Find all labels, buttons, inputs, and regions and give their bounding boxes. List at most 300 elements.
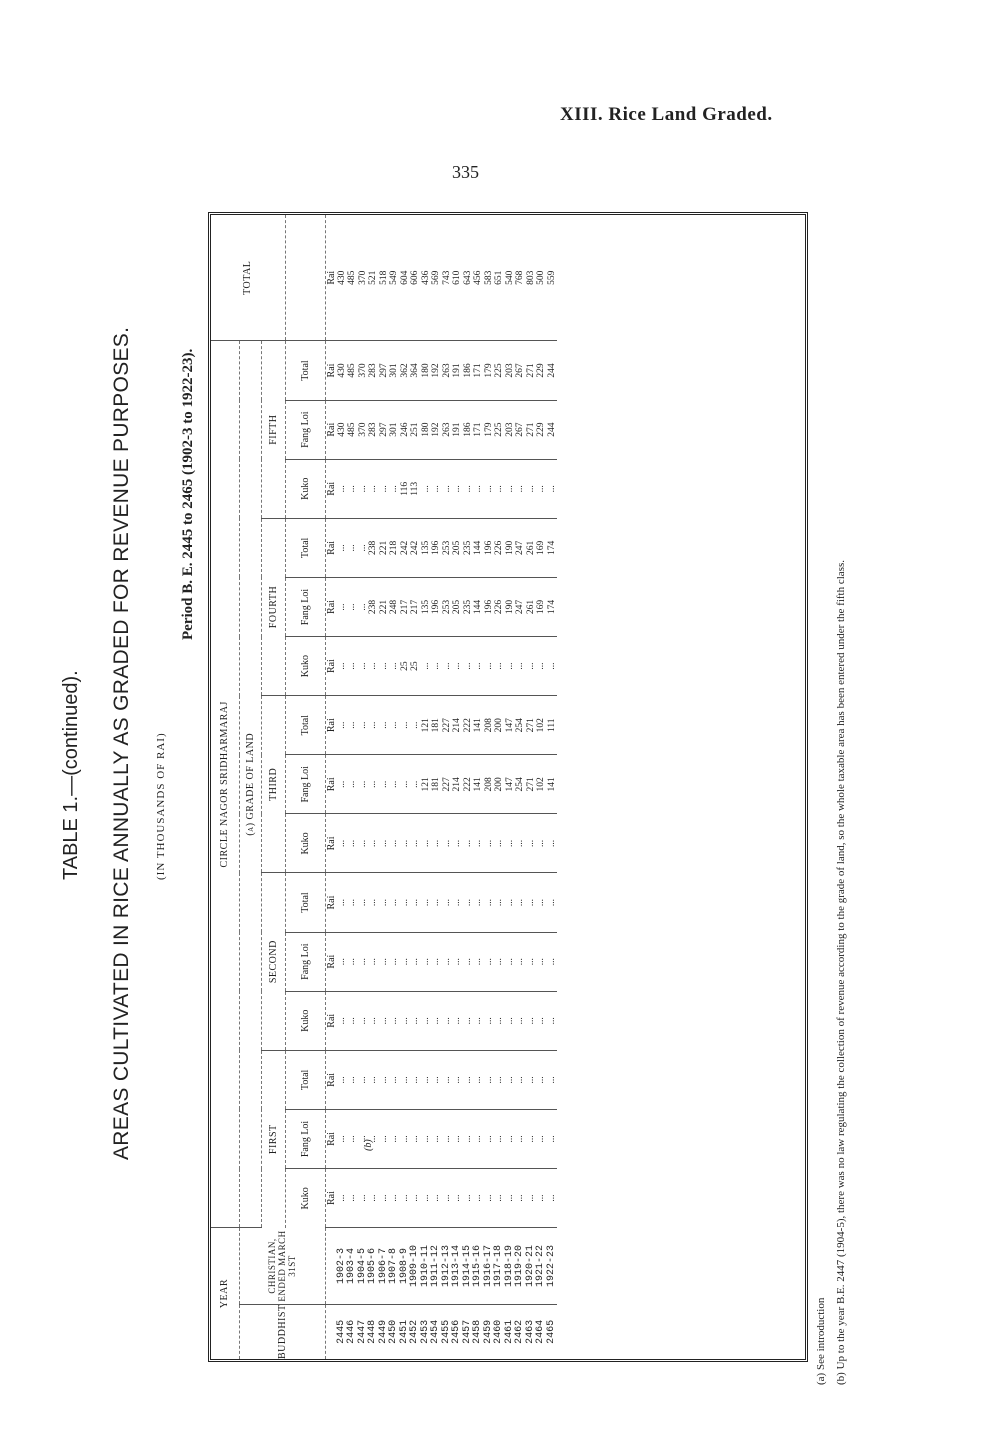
fourth-kuko-header: Kuko — [285, 637, 325, 696]
value-cell: 362 — [399, 363, 410, 378]
value-cell: 116 — [399, 481, 410, 496]
value-cell: 225 — [494, 363, 504, 378]
value-cell: ... — [389, 1017, 399, 1025]
value-cell: ... — [410, 1017, 420, 1025]
value-cell: ... — [504, 1135, 515, 1143]
value-cell: 283 — [368, 363, 378, 378]
value-cell: ... — [410, 1076, 420, 1084]
value-cell: ... — [504, 485, 515, 493]
value-cell: ... — [357, 780, 368, 788]
unit-label: Rai — [325, 696, 337, 755]
value-cell: ... — [483, 898, 494, 907]
value-cell: ... — [399, 1017, 410, 1025]
value-cell: 192 — [431, 422, 441, 437]
value-cell: ... — [410, 958, 420, 966]
value-cell: 456 — [473, 270, 483, 285]
value-cell: ... — [378, 721, 389, 729]
value-cell: ... — [536, 485, 546, 493]
value-cell: 283 — [368, 422, 378, 437]
unit-label: Rai — [325, 814, 337, 873]
value-cell: ... — [347, 603, 357, 611]
year-cell: 1910-11 — [419, 1244, 431, 1287]
second-total-header: Total — [285, 873, 325, 932]
buddhist-year-column — [337, 1304, 558, 1359]
value-cell: 297 — [378, 422, 389, 437]
second-kuko-column — [337, 991, 558, 1050]
value-cell: 214 — [452, 777, 462, 792]
value-cell: 521 — [368, 270, 378, 285]
value-cell: ... — [378, 1194, 389, 1202]
value-cell: 190 — [504, 540, 515, 556]
value-cell: ... — [504, 662, 515, 670]
value-cell: 169 — [536, 540, 546, 556]
value-cell: ... — [420, 1017, 431, 1025]
christian-header: CHRISTIAN, ENDED MARCH 31ST — [239, 1228, 325, 1305]
value-cell: ... — [441, 958, 452, 966]
value-cell: ... — [431, 1194, 441, 1202]
year-cell: 1920-21 — [524, 1244, 536, 1287]
value-cell: ... — [410, 1135, 420, 1143]
value-cell: ... — [378, 839, 389, 847]
value-cell: ... — [525, 1135, 536, 1143]
value-cell: ... — [441, 1076, 452, 1084]
year-cell: 1915-16 — [472, 1244, 483, 1287]
period-title: Period B. E. 2445 to 2465 (1902-3 to 1922-23). — [180, 348, 196, 640]
value-cell: ... — [420, 485, 431, 493]
fourth-total-header: Total — [285, 518, 325, 577]
value-cell: ... — [357, 958, 368, 966]
value-cell: 518 — [378, 270, 389, 285]
year-cell: 2458 — [472, 1319, 483, 1344]
value-cell: 221 — [378, 540, 389, 556]
value-cell: ... — [336, 603, 347, 611]
value-cell: ... — [336, 839, 347, 847]
value-cell: ... — [473, 1017, 483, 1025]
first-fang-header: Fang Loi — [285, 1109, 325, 1168]
total-unit-spacer — [285, 215, 325, 341]
value-cell: ... — [431, 1135, 441, 1143]
value-cell: ... — [347, 898, 357, 907]
value-cell: ... — [336, 898, 347, 907]
value-cell: 559 — [546, 270, 557, 285]
value-cell: ... — [546, 1076, 557, 1084]
value-cell: 200 — [494, 718, 504, 733]
value-cell: ... — [452, 1194, 462, 1202]
value-cell: 179 — [483, 363, 494, 378]
value-cell: ... — [389, 898, 399, 907]
unit-label: Rai — [325, 1050, 337, 1109]
value-cell: ... — [504, 1076, 515, 1084]
value-cell: ... — [473, 1076, 483, 1084]
value-cell: 226 — [494, 599, 504, 615]
value-cell: ... — [515, 1076, 525, 1084]
value-cell: 222 — [462, 718, 473, 733]
first-grade-header: FIRST — [261, 1050, 285, 1227]
year-cell: 1913-14 — [451, 1244, 462, 1287]
value-cell: ... — [462, 485, 473, 493]
year-cell: 2452 — [409, 1319, 420, 1344]
value-cell: ... — [441, 485, 452, 493]
value-cell: ... — [389, 780, 399, 788]
value-cell: ... — [336, 721, 347, 729]
year-cell: 2450 — [388, 1319, 399, 1344]
unit-label: Rai — [325, 400, 337, 459]
year-cell: 2461 — [503, 1319, 515, 1344]
unit-label: Rai — [325, 755, 337, 814]
value-cell: 179 — [483, 422, 494, 437]
value-cell: 370 — [357, 270, 368, 285]
value-cell: 174 — [546, 540, 557, 556]
year-cell: 2446 — [346, 1319, 357, 1344]
value-cell: 214 — [452, 718, 462, 733]
year-cell: 1921-22 — [535, 1244, 546, 1287]
units-subtitle: (IN THOUSANDS OF RAI) — [155, 732, 167, 880]
fourth-kuko-column — [337, 637, 558, 696]
value-cell: 203 — [504, 422, 515, 437]
value-cell: ... — [483, 662, 494, 670]
value-cell: 217 — [410, 599, 420, 615]
value-cell: ... — [473, 485, 483, 493]
value-cell: 246 — [399, 422, 410, 437]
value-cell: ... — [494, 1017, 504, 1025]
fifth-fang-header: Fang Loi — [285, 400, 325, 459]
fifth-total-header: Total — [285, 341, 325, 400]
footnote-b: (b) Up to the year B.E. 2447 (1904-5), there was no law regulating the collection of revenue according to the grade of land, so the whole taxable area has been entered under the fifth class. — [835, 560, 847, 1385]
value-cell: 113 — [410, 481, 420, 496]
value-cell: 267 — [515, 363, 525, 378]
value-cell: ... — [336, 662, 347, 670]
year-cell: 1905-6 — [367, 1247, 378, 1284]
value-cell: 180 — [420, 363, 431, 378]
value-cell: 271 — [525, 422, 536, 437]
value-cell: 141 — [473, 777, 483, 792]
value-cell: ... — [410, 839, 420, 847]
unit-label: Rai — [325, 637, 337, 696]
unit-label: Rai — [325, 991, 337, 1050]
value-cell: ... — [378, 958, 389, 966]
value-cell: 135 — [420, 540, 431, 556]
first-kuko-header: Kuko — [285, 1169, 325, 1228]
value-cell: 803 — [525, 270, 536, 285]
value-cell: ... — [515, 662, 525, 670]
third-kuko-header: Kuko — [285, 814, 325, 873]
value-cell: 111 — [546, 718, 557, 732]
value-cell: ... — [525, 898, 536, 907]
value-cell: ... — [546, 1135, 557, 1143]
value-cell: 244 — [546, 363, 557, 378]
value-cell: ... — [347, 544, 357, 552]
year-cell: 2455 — [440, 1319, 452, 1344]
value-cell: ... — [473, 839, 483, 847]
value-cell: ... — [546, 1194, 557, 1202]
value-cell: 225 — [494, 422, 504, 437]
value-cell: 254 — [515, 718, 525, 733]
value-cell: 203 — [504, 363, 515, 378]
value-cell: 186 — [462, 363, 473, 378]
value-cell: 196 — [483, 599, 494, 615]
value-cell: ... — [452, 1076, 462, 1084]
value-cell: ... — [347, 780, 357, 788]
year-cell: 1902-3 — [335, 1247, 347, 1284]
value-cell: 144 — [473, 540, 483, 556]
value-cell: ... — [525, 485, 536, 493]
value-cell: ... — [378, 1135, 389, 1143]
value-cell: 370 — [357, 363, 368, 378]
value-cell: 191 — [452, 363, 462, 378]
value-cell: ... — [452, 958, 462, 966]
year-cell: 2464 — [535, 1319, 546, 1344]
value-cell: ... — [399, 721, 410, 729]
unit-label: Rai — [325, 1109, 337, 1168]
value-cell: ... — [473, 898, 483, 907]
value-cell: ... — [389, 839, 399, 847]
value-cell: 135 — [420, 599, 431, 615]
value-cell: 364 — [410, 363, 420, 378]
fourth-total-column — [337, 518, 558, 577]
value-cell: 144 — [473, 599, 483, 615]
value-cell: ... — [368, 1135, 378, 1143]
value-cell: ... — [389, 1076, 399, 1084]
value-cell: ... — [336, 1017, 347, 1025]
value-cell: ... — [546, 839, 557, 847]
second-fang-column — [337, 932, 558, 991]
value-cell: ... — [399, 1076, 410, 1084]
third-fang-header: Fang Loi — [285, 755, 325, 814]
grand-total-column — [337, 215, 558, 341]
value-cell: 174 — [546, 599, 557, 615]
value-cell: ... — [441, 662, 452, 670]
value-cell: ... — [399, 1194, 410, 1202]
value-cell: ... — [336, 1194, 347, 1202]
rice-land-table — [211, 215, 557, 1359]
value-cell: 181 — [431, 718, 441, 733]
fifth-total-column — [337, 341, 558, 400]
value-cell: 141 — [473, 718, 483, 733]
value-cell: 301 — [389, 363, 399, 378]
value-cell: 235 — [462, 540, 473, 556]
value-cell: ... — [483, 839, 494, 847]
value-cell: 222 — [462, 777, 473, 792]
value-cell: 171 — [473, 422, 483, 437]
year-header: YEAR — [211, 1228, 239, 1359]
fourth-grade-header: FOURTH — [261, 518, 285, 695]
value-cell: 205 — [452, 599, 462, 615]
unit-label: Rai — [325, 873, 337, 932]
value-cell: ... — [420, 839, 431, 847]
unit-label: Rai — [325, 577, 337, 636]
year-cell: 2457 — [461, 1319, 473, 1344]
value-cell: 226 — [494, 540, 504, 556]
year-cell: 2445 — [335, 1319, 347, 1344]
value-cell: ... — [420, 662, 431, 670]
value-cell: ... — [494, 958, 504, 966]
value-cell: 196 — [431, 599, 441, 615]
value-cell: 217 — [399, 599, 410, 615]
value-cell: 251 — [410, 422, 420, 437]
value-cell: ... — [368, 1194, 378, 1202]
value-cell: ... — [336, 1076, 347, 1084]
unit-label: Rai — [325, 932, 337, 991]
value-cell: ... — [525, 662, 536, 670]
value-cell: ... — [368, 662, 378, 670]
value-cell: 370 — [357, 422, 368, 437]
second-grade-header: SECOND — [261, 873, 285, 1050]
value-cell: 569 — [431, 270, 441, 285]
value-cell: ... — [410, 780, 420, 788]
value-cell: 643 — [462, 270, 473, 285]
value-cell: 200 — [494, 777, 504, 792]
value-cell: 205 — [452, 540, 462, 556]
value-cell: ... — [399, 1135, 410, 1143]
value-cell: 606 — [410, 270, 420, 285]
value-cell: ... — [473, 958, 483, 966]
value-cell: 238 — [368, 599, 378, 615]
footnote-b-mark: (b) — [363, 1139, 374, 1151]
third-total-column — [337, 696, 558, 755]
value-cell: ... — [515, 1017, 525, 1025]
value-cell: ... — [347, 662, 357, 670]
value-cell: 267 — [515, 422, 525, 437]
value-cell: ... — [347, 958, 357, 966]
year-cell: 2454 — [430, 1319, 441, 1344]
value-cell: ... — [494, 485, 504, 493]
year-cell: 1904-5 — [356, 1247, 368, 1284]
value-cell: 583 — [483, 270, 494, 285]
value-cell: ... — [536, 839, 546, 847]
year-cell: 1918-19 — [503, 1244, 515, 1287]
value-cell: ... — [525, 1017, 536, 1025]
year-cell: 2448 — [367, 1319, 378, 1344]
value-cell: 229 — [536, 422, 546, 437]
fourth-fang-column — [337, 577, 558, 636]
value-cell: 651 — [494, 270, 504, 285]
page-header: XIII. Rice Land Graded. — [560, 104, 773, 125]
year-cell: 1909-10 — [409, 1244, 420, 1287]
christian-year-column — [337, 1228, 558, 1305]
value-cell: ... — [389, 1135, 399, 1143]
value-cell: 263 — [441, 363, 452, 378]
year-cell: 1914-15 — [461, 1244, 473, 1287]
value-cell: ... — [452, 839, 462, 847]
value-cell: ... — [515, 839, 525, 847]
third-grade-header: THIRD — [261, 696, 285, 873]
year-cell: 2456 — [451, 1319, 462, 1344]
year-cell: 1912-13 — [440, 1244, 452, 1287]
third-total-header: Total — [285, 696, 325, 755]
value-cell: ... — [462, 1017, 473, 1025]
value-cell: 208 — [483, 718, 494, 733]
value-cell: ... — [473, 1194, 483, 1202]
value-cell: ... — [399, 839, 410, 847]
value-cell: 227 — [441, 777, 452, 792]
value-cell: ... — [452, 485, 462, 493]
value-cell: ... — [368, 839, 378, 847]
value-cell: 102 — [536, 777, 546, 792]
value-cell: 244 — [546, 422, 557, 437]
circle-header: CIRCLE NAGOR SRIDHARMARAJ — [211, 341, 239, 1228]
value-cell: ... — [546, 1017, 557, 1025]
value-cell: ... — [462, 1076, 473, 1084]
year-cell: 2465 — [545, 1319, 557, 1344]
value-cell: ... — [357, 1194, 368, 1202]
second-fang-header: Fang Loi — [285, 932, 325, 991]
year-cell: 1917-18 — [493, 1244, 504, 1287]
value-cell: 147 — [504, 777, 515, 792]
year-cell: 2460 — [493, 1319, 504, 1344]
value-cell: ... — [357, 544, 368, 552]
value-cell: ... — [462, 1194, 473, 1202]
value-cell: ... — [347, 1017, 357, 1025]
value-cell: ... — [441, 839, 452, 847]
value-cell: ... — [536, 958, 546, 966]
value-cell: 485 — [347, 363, 357, 378]
value-cell: 227 — [441, 718, 452, 733]
value-cell: 500 — [536, 270, 546, 285]
value-cell: 604 — [399, 270, 410, 285]
year-cell: 2451 — [398, 1319, 410, 1344]
value-cell: ... — [378, 485, 389, 493]
value-cell: 263 — [441, 422, 452, 437]
value-cell: ... — [357, 662, 368, 670]
year-cell: 1907-8 — [388, 1247, 399, 1284]
value-cell: ... — [420, 1076, 431, 1084]
value-cell: 235 — [462, 599, 473, 615]
value-cell: ... — [483, 1017, 494, 1025]
value-cell: 271 — [525, 777, 536, 792]
value-cell: ... — [525, 958, 536, 966]
fifth-kuko-column — [337, 459, 558, 518]
year-cell: 2447 — [356, 1319, 368, 1344]
value-cell: ... — [378, 1076, 389, 1084]
unit-label: Rai — [325, 341, 337, 400]
value-cell: ... — [378, 780, 389, 788]
value-cell: 248 — [389, 599, 399, 615]
value-cell: 253 — [441, 540, 452, 556]
value-cell: ... — [368, 1076, 378, 1084]
value-cell: ... — [389, 662, 399, 670]
value-cell: 253 — [441, 599, 452, 615]
value-cell: ... — [504, 958, 515, 966]
value-cell: 271 — [525, 718, 536, 733]
footnote-a: (a) See introduction — [815, 1297, 827, 1385]
value-cell: ... — [357, 1076, 368, 1084]
year-cell: 2462 — [514, 1319, 525, 1344]
value-cell: ... — [452, 1135, 462, 1143]
value-cell: 196 — [483, 540, 494, 556]
year-cell: 1922-23 — [545, 1244, 557, 1287]
value-cell: 141 — [546, 777, 557, 792]
value-cell: ... — [515, 958, 525, 966]
rotated-table — [208, 212, 808, 1362]
value-cell: ... — [494, 898, 504, 907]
value-cell: ... — [525, 1194, 536, 1202]
value-cell: 196 — [431, 540, 441, 556]
value-cell: ... — [462, 958, 473, 966]
value-cell: 180 — [420, 422, 431, 437]
value-cell: 261 — [525, 599, 536, 615]
page-number: 335 — [452, 162, 479, 182]
value-cell: 436 — [420, 270, 431, 285]
value-cell: 186 — [462, 422, 473, 437]
value-cell: ... — [515, 1194, 525, 1202]
table-frame — [208, 212, 808, 1362]
value-cell: ... — [431, 1076, 441, 1084]
unit-label: Rai — [325, 459, 337, 518]
value-cell: ... — [473, 662, 483, 670]
value-cell: ... — [431, 839, 441, 847]
value-cell: ... — [546, 485, 557, 493]
value-cell: ... — [357, 721, 368, 729]
